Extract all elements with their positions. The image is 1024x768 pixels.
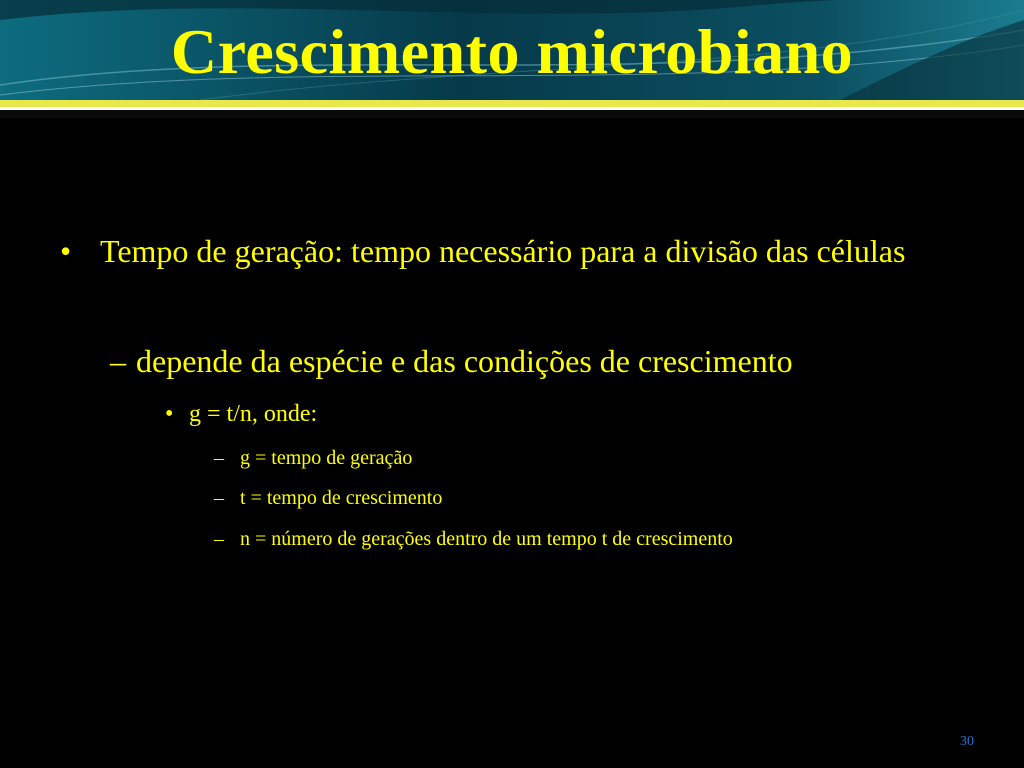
formula-bullet bbox=[165, 398, 317, 430]
definition-item bbox=[214, 484, 442, 512]
definition-item bbox=[214, 525, 733, 553]
sub-bullet-text: depende da espécie e das condições de crescimento bbox=[136, 343, 793, 379]
sub-bullet bbox=[110, 340, 793, 382]
dash-icon: – bbox=[214, 487, 224, 509]
definition-text: t = tempo de crescimento bbox=[240, 487, 443, 509]
main-bullet bbox=[60, 230, 940, 272]
main-bullet-text: Tempo de geração: tempo necessário para a divisão das células bbox=[100, 233, 906, 269]
bullet-dot-icon: • bbox=[60, 233, 72, 269]
slide-title: Crescimento microbiano bbox=[170, 16, 854, 87]
definition-item bbox=[214, 444, 412, 472]
page-number: 30 bbox=[960, 734, 974, 749]
formula-text: g = t/n, onde: bbox=[189, 401, 318, 427]
bullet-dot-icon: • bbox=[165, 401, 174, 427]
dash-icon: – bbox=[110, 343, 126, 379]
definition-text: g = tempo de geração bbox=[240, 447, 413, 469]
definition-text: n = número de gerações dentro de um tempo t de crescimento bbox=[240, 528, 733, 550]
dash-icon: – bbox=[214, 528, 224, 550]
dash-icon: – bbox=[214, 447, 224, 469]
